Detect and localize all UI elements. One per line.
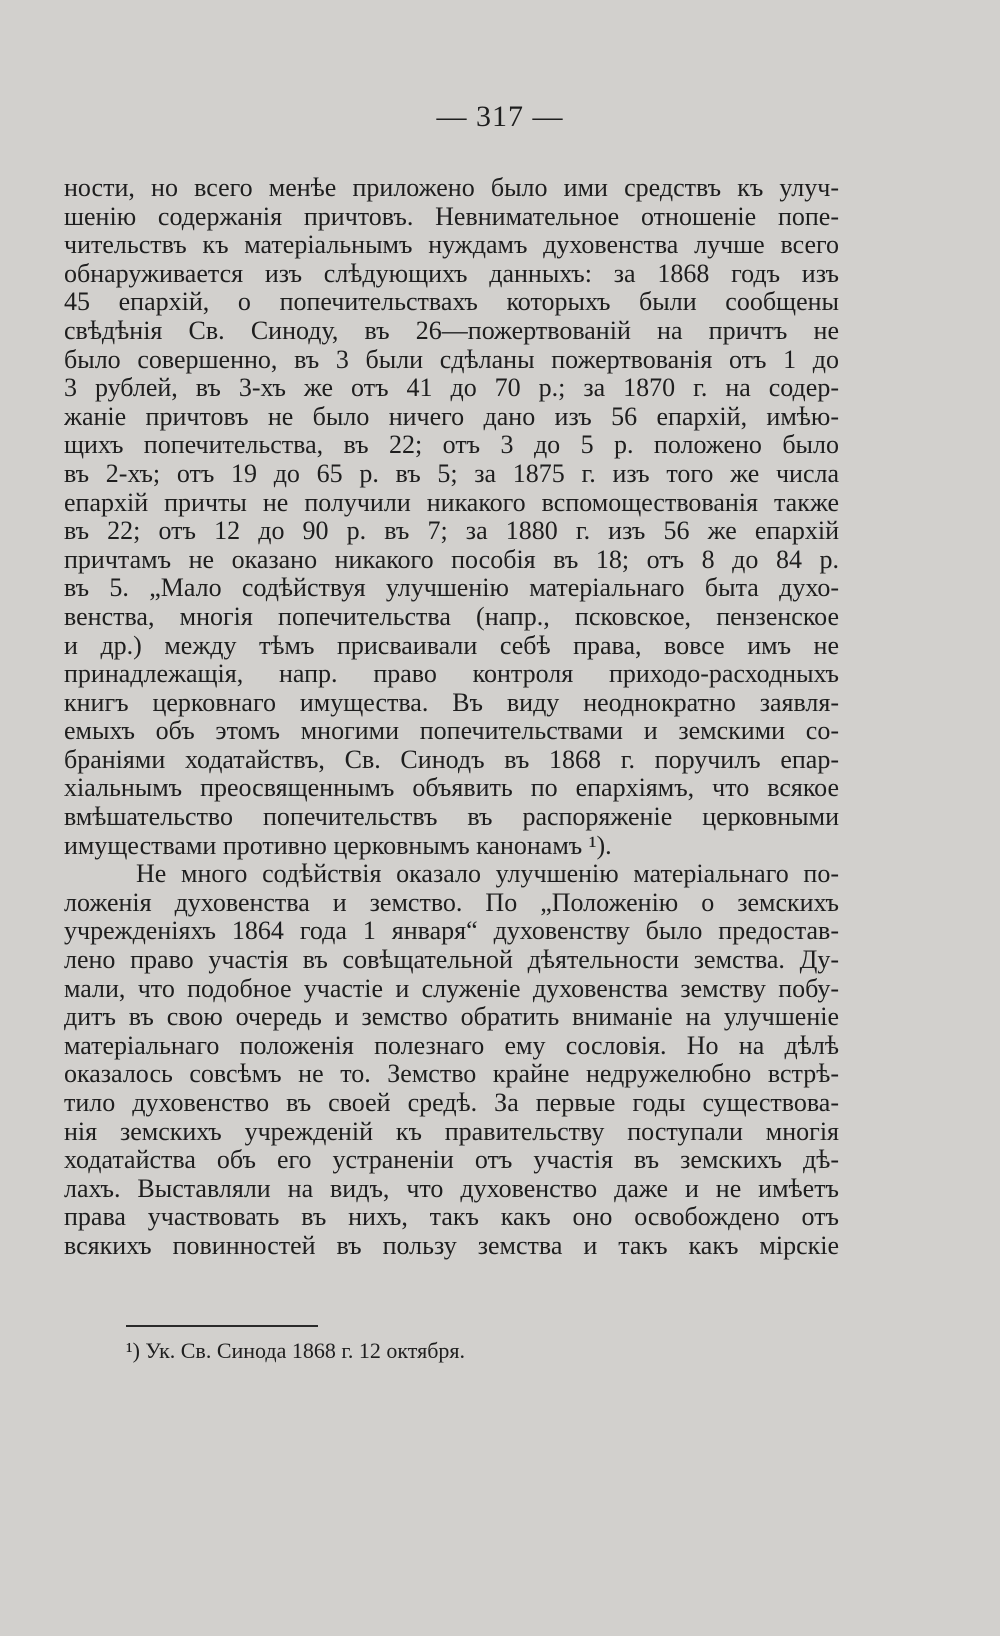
text-line: шенію содержанія причтовъ. Невнимательное отношеніе попе- — [64, 202, 839, 231]
text-line: причтамъ не оказано никакого пособія въ 18; отъ 8 до 84 р. — [64, 545, 839, 574]
text-line: жаніе причтовъ не было ничего дано изъ 56 епархій, имѣю- — [64, 402, 839, 431]
footnote-divider — [126, 1325, 318, 1327]
text-line: права участвовать въ нихъ, такъ какъ оно освобождено отъ — [64, 1203, 839, 1232]
text-line: лахъ. Выставляли на видъ, что духовенство даже и не имѣетъ — [64, 1174, 839, 1203]
text-line: вмѣшательство попечительствъ въ распоряженіе церковными — [64, 803, 839, 832]
page-number: — 317 — — [436, 100, 564, 133]
text-line: было совершенно, въ 3 были сдѣланы пожертвованія отъ 1 до — [64, 345, 839, 374]
text-line: тило духовенство въ своей средѣ. За первые годы существова- — [64, 1089, 839, 1117]
text-line: оказалось совсѣмъ не то. Земство крайне недружелюбно встрѣ- — [64, 1060, 839, 1089]
text-line: 3 рублей, въ 3-хъ же отъ 41 до 70 р.; за 1870 г. на содер- — [64, 374, 839, 403]
text-line: имуществами противно церковнымъ канонамъ ¹). — [64, 831, 612, 860]
text-line: хіальнымъ преосвященнымъ объявить по епархіямъ, что всякое — [64, 774, 839, 803]
text-line: всякихъ повинностей въ пользу земства и такъ какъ мірскіе — [64, 1231, 839, 1260]
text-line: въ 2-хъ; отъ 19 до 65 р. въ 5; за 1875 г. изъ того же числа — [64, 459, 839, 488]
body-text — [64, 174, 839, 1261]
text-line: учрежденіяхъ 1864 года 1 января“ духовенству было предостав- — [64, 917, 839, 946]
text-line: книгъ церковнаго имущества. Въ виду неоднократно заявля- — [64, 688, 839, 717]
text-line: ложенія духовенства и земство. По „Положенію о земскихъ — [64, 888, 839, 917]
text-line: дитъ въ свою очередь и земство обратить вниманіе на улучшеніе — [64, 1003, 839, 1032]
text-line: 45 епархій, о попечительствахъ которыхъ были сообщены — [64, 288, 839, 317]
text-line: щихъ попечительства, въ 22; отъ 3 до 5 р. положено было — [64, 431, 839, 460]
text-line: емыхъ объ этомъ многими попечительствами и земскими со- — [64, 717, 839, 746]
text-line: и др.) между тѣмъ присваивали себѣ права, вовсе имъ не — [64, 631, 839, 660]
text-line: обнаруживается изъ слѣдующихъ данныхъ: за 1868 годъ изъ — [64, 259, 839, 288]
text-line: лено право участія въ совѣщательной дѣятельности земства. Ду- — [64, 946, 839, 975]
text-line: въ 22; отъ 12 до 90 р. въ 7; за 1880 г. изъ 56 же епархій — [64, 517, 839, 546]
text-line: ности, но всего менѣе приложено было ими средствъ къ улуч- — [64, 174, 839, 202]
text-line: епархій причты не получили никакого вспомоществованія также — [64, 488, 839, 517]
text-line: свѣдѣнія Св. Синоду, въ 26—пожертвованій на причтъ не — [64, 316, 839, 345]
text-line: мали, что подобное участіе и служеніе духовенства земству побу- — [64, 974, 839, 1003]
text-line: принадлежащія, напр. право контроля приходо-расходныхъ — [64, 660, 839, 689]
text-line: Не много содѣйствія оказало улучшенію матеріальнаго по- — [136, 860, 839, 889]
text-line: въ 5. „Мало содѣйствуя улучшенію матеріальнаго быта духо- — [64, 574, 839, 603]
text-line: матеріальнаго положенія полезнаго ему сословія. Но на дѣлѣ — [64, 1031, 839, 1060]
footnote: ¹) Ук. Св. Синода 1868 г. 12 октября. — [126, 1338, 466, 1363]
text-line: чительствъ къ матеріальнымъ нуждамъ духовенства лучше всего — [64, 231, 839, 260]
text-line: ходатайства объ его устраненіи отъ участія въ земскихъ дѣ- — [64, 1146, 839, 1175]
text-line: нія земскихъ учрежденій къ правительству поступали многія — [64, 1117, 839, 1146]
text-line: венства, многія попечительства (напр., псковское, пензенское — [64, 602, 839, 631]
text-line: браніями ходатайствъ, Св. Синодъ въ 1868 г. поручилъ епар- — [64, 745, 839, 774]
